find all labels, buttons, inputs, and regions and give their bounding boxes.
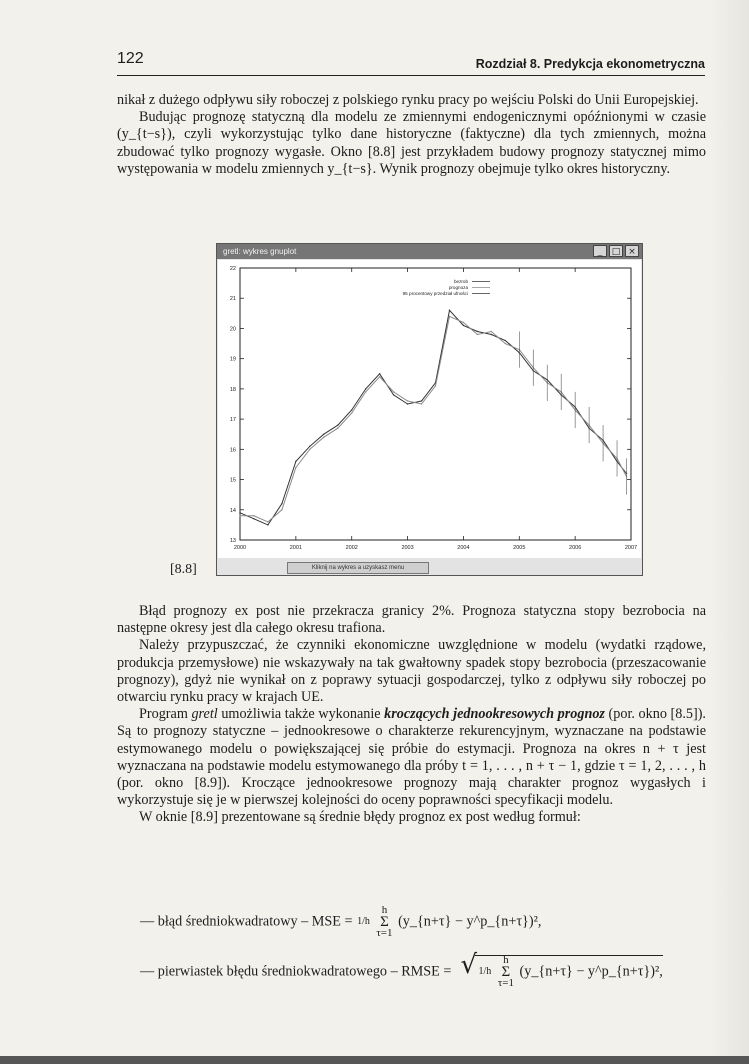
window-title: gretl: wykres gnuplot [223,247,297,256]
window-label: [8.8] [170,562,197,577]
paragraph-3: Błąd prognozy ex post nie przekracza granicy 2%. Prognoza statyczna stopy bezrobocia na następne okresy jest dla całego okresu trafiona. [117,603,706,637]
y-tick-label: 16 [229,447,236,454]
series-point-prognoza [407,400,408,401]
rmse-sum [498,956,514,988]
gretl-plot-window[interactable] [216,243,643,576]
gnuplot-chart[interactable] [218,260,641,558]
series-point-prognoza [365,391,366,392]
mse-sum [376,906,392,938]
series-point-bezrob [463,325,464,326]
mse-body: (y_{n+τ} − y^p_{n+τ})², [398,913,542,930]
page-shade [709,0,749,1064]
paragraph-1: nikał z dużego odpływu siły roboczej z polskiego rynku pracy po wejściu Polski do Unii Europejskiej. [117,92,699,108]
rmse-sum-top: h [503,954,509,966]
rmse-label: — pierwiastek błędu średniokwadratowego – RMSE = [140,963,452,980]
series-point-bezrob [491,334,492,335]
y-tick-label: 22 [229,266,236,272]
rmse-body: (y_{n+τ} − y^p_{n+τ})², [519,963,663,980]
series-point-bezrob [477,331,478,332]
series-point-bezrob [309,446,310,447]
mse-sum-top: h [381,904,388,916]
series-point-prognoza [505,343,506,344]
sigma-icon: Σ [380,914,389,930]
series-point-prognoza [309,449,310,450]
p5-pre: Program [139,706,192,723]
y-tick-label: 14 [229,507,236,514]
sqrt-group [475,955,663,988]
rmse-frac: 1/h [478,966,492,977]
text-block-top [117,92,706,178]
series-point-bezrob [337,424,338,425]
page-bottom-edge [0,1056,749,1064]
x-tick-label: 2003 [401,545,414,551]
y-tick-label: 15 [229,477,236,484]
series-point-prognoza [477,334,478,335]
maximize-icon[interactable]: □ [609,245,623,257]
series-point-bezrob [253,518,254,519]
y-tick-label: 21 [229,296,236,303]
series-point-bezrob [351,409,352,410]
header-rule [117,75,705,76]
formula-mse [140,906,541,938]
series-point-prognoza [393,391,394,392]
series-point-prognoza [491,331,492,332]
window-buttons [593,245,639,257]
running-head: Rozdział 8. Predykcja ekonometryczna [475,57,705,71]
series-point-bezrob [407,403,408,404]
x-tick-label: 2001 [289,545,302,551]
x-tick-label: 2000 [233,545,247,551]
series-line-bezrob [240,310,627,525]
series-point-prognoza [239,515,240,516]
series-point-bezrob [295,461,296,462]
y-tick-label: 20 [229,326,236,333]
series-point-bezrob [393,394,394,395]
paragraph-4: Należy przypuszczać, że czynniki ekonomiczne uwzględnione w modelu (wydatki rządowe, produkcja przemysłowe) nie wskazywały na tak gwałtowny spadek stopy bezrobocia (przeszacowanie prognozy), gdyż nie wynikał on z poprawy sytuacji gospodarczej, tylko z odpływu siły roboczej po otwarciu rynku pracy w krajach UE. [117,637,706,706]
p5-post: (por. okno [8.5]). Są to prognozy statyczne – jednookresowe o charakterze rekurencyjnym, wyznaczane na podstawie estymowanego modelu o powiększającej się próbie do estymacji. Prognoza na okres n + τ jest wyznaczana na podstawie modelu estymowanego dla próby t = 1, . . . , n + τ − 1, gdzie τ = 1, 2, . . . , h (por. okno [8.9]). Kroczące jednookresowe prognozy mają charakter prognoz wygasłych i wykorzystuje się je w pierwszej kolejności do oceny poprawności specyfikacji modelu. [117,706,706,809]
p5-bold: kroczących jednookresowych prognoz [384,706,605,723]
series-point-prognoza [337,427,338,428]
minimize-icon[interactable]: _ [593,245,607,257]
y-tick-label: 18 [229,386,236,393]
series-point-prognoza [323,437,324,438]
page-number: 122 [117,50,144,67]
y-tick-label: 17 [229,417,236,424]
series-point-bezrob [505,340,506,341]
legend-label: bezrob [453,279,468,284]
status-bar: Kliknij na wykres a uzyskasz menu [287,562,429,574]
y-tick-label: 19 [229,356,236,363]
x-tick-label: 2005 [513,545,526,551]
y-tick-label: 13 [229,538,236,544]
x-tick-label: 2002 [345,545,358,551]
series-point-prognoza [281,509,282,510]
series-point-bezrob [421,400,422,401]
mse-sum-bottom: τ=1 [376,927,393,939]
x-tick-label: 2007 [624,545,638,551]
paragraph-2: Budując prognozę statyczną dla modelu ze zmiennymi endogenicznymi opóźnionymi w czasie (y_{t−s}), czyli wykorzystując tylko dane historyczne (faktyczne) dla tych zmiennych, można zbudować tylko prognozy wygasłe. Okno [8.8] jest przykładem budowy prognozy statycznej mimo występowania w modelu zmiennych y_{t−s}. Wynik prognozy obejmuje tylko okres historyczny. [117,109,706,177]
close-icon[interactable]: × [625,245,639,257]
rmse-sum-bottom: τ=1 [497,977,514,989]
window-titlebar[interactable] [217,244,642,259]
p5-gretl: gretl [191,706,218,723]
series-point-prognoza [421,403,422,404]
series-point-prognoza [449,316,450,317]
mse-frac: 1/h [357,916,370,927]
series-point-bezrob [281,503,282,504]
series-point-prognoza [253,515,254,516]
paragraph-6: W oknie [8.9] prezentowane są średnie błędy prognoz ex post według formuł: [139,809,581,826]
series-point-prognoza [267,521,268,522]
series-point-bezrob [239,512,240,513]
series-point-prognoza [379,376,380,377]
formula-rmse [140,955,663,988]
series-point-bezrob [323,434,324,435]
series-point-bezrob [449,310,450,311]
paragraph-5 [117,706,706,809]
x-tick-label: 2004 [457,545,470,551]
sigma-icon: Σ [501,964,511,980]
series-point-bezrob [267,524,268,525]
p5-mid: umożliwia także wykonanie [217,706,385,723]
x-tick-label: 2006 [569,545,582,551]
series-point-prognoza [463,322,464,323]
text-block-bottom [117,603,706,827]
series-point-prognoza [295,467,296,468]
series-point-prognoza [435,385,436,386]
mse-label: — błąd średniokwadratowy – MSE = [140,913,353,930]
series-point-bezrob [379,373,380,374]
plot-area[interactable] [218,260,641,558]
legend-label: prognoza [448,285,468,290]
series-point-bezrob [365,388,366,389]
legend-label: 95 procentowy przedział ufności [402,291,468,296]
series-line-prognoza [240,316,627,522]
series-point-prognoza [351,412,352,413]
